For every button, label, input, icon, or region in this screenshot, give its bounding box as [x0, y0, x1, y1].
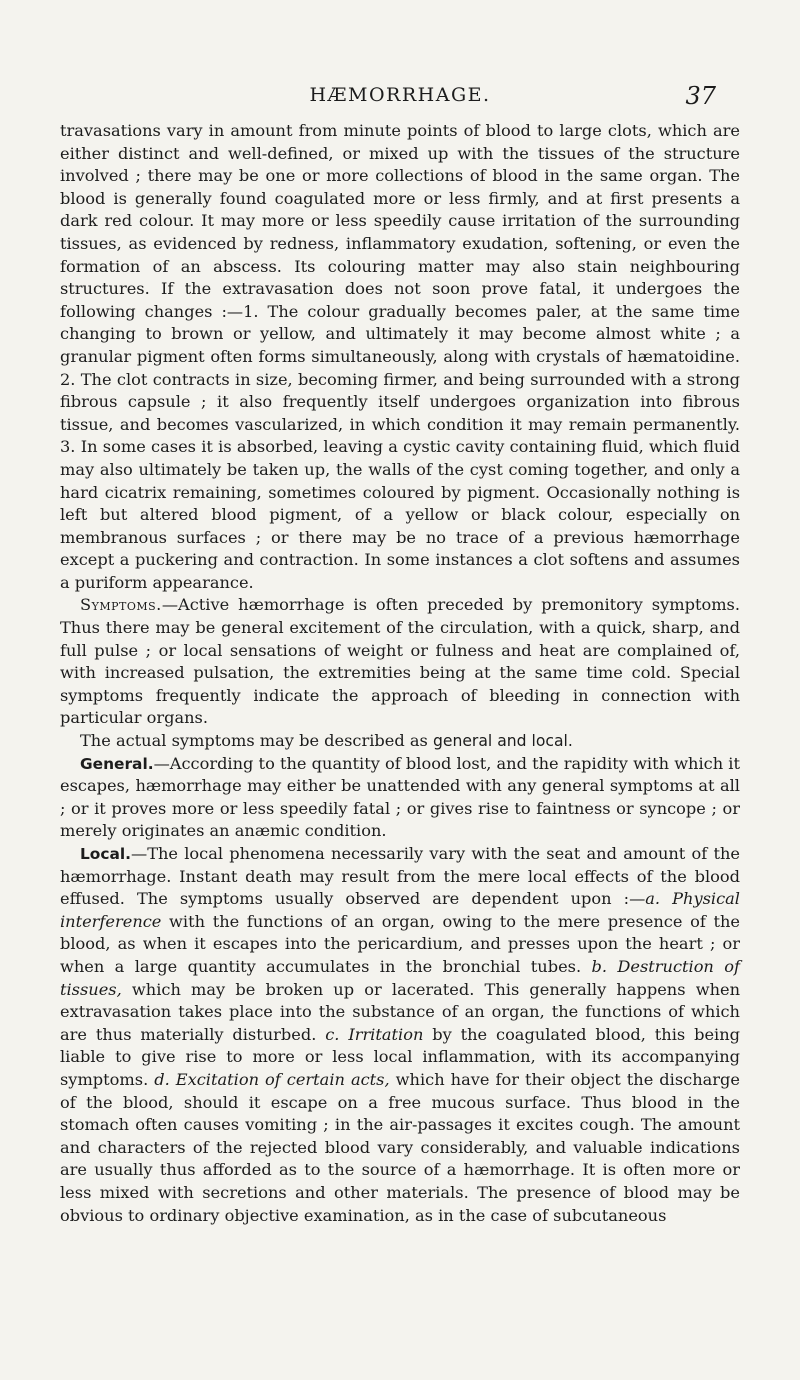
- paragraph-local: [60, 843, 740, 1227]
- body-text: [60, 120, 740, 1227]
- actual-local-term: local.: [531, 732, 573, 751]
- paragraph-extravasations: travasations vary in amount from minute points of blood to large clots, which are either distinct and well-defined, or mixed up with the tissues of the structure involved ; there may be one or more collections of blood in the same organ. The blood is generally found coagulated more or less firmly, and at first presents a dark red colour. It may more or less speedily cause irritation of the surrounding tissues, as evidenced by redness, inflammatory exudation, softening, or even the formation of an abscess. Its colouring matter may also stain neighbouring structures. If the extravasation does not soon prove fatal, it undergoes the following changes :—1. The colour gradually becomes paler, at the same time changing to brown or yellow, and ultimately it may become almost white ; a granular pigment often forms simultaneously, along with crystals of hæmatoidine. 2. The clot contracts in size, becoming firmer, and being surrounded with a strong fibrous capsule ; it also frequently itself undergoes organization into fibrous tissue, and becomes vascularized, in which condition it may remain permanently. 3. In some cases it is absorbed, leaving a cystic cavity containing fluid, which fluid may also ultimately be taken up, the walls of the cyst coming together, and only a hard cicatrix remaining, sometimes coloured by pigment. Occasionally nothing is left but altered blood pigment, of a yellow or black colour, especially on membranous surfaces ; or there may be no trace of a previous hæmorrhage except a puckering and contraction. In some instances a clot softens and assumes a puriform appearance.: [60, 121, 740, 592]
- local-item-a: a. Physical interference: [60, 889, 740, 931]
- paragraph-actual-symptoms: [60, 730, 740, 753]
- local-text-5: which have for their object the discharge of the blood, should it escape on a free mucous surface. Thus blood in the stomach often causes vomiting ; in the air-passages it excites cough. The amount and characters of the rejected blood vary considerably, and valuable indications are usually thus afforded as to the source of a hæmorrhage. It is often more or less mixed with secretions and other materials. The presence of blood may be obvious to ordinary objective examination, as in the case of subcutaneous: [60, 1069, 740, 1225]
- general-text: —According to the quantity of blood lost, and the rapidity with which it escapes, hæmorrhage may either be unattended with any general symptoms at all ; or it proves more or less speedily fatal ; or gives rise to faintness or syncope ; or merely originates an anæmic condition.: [60, 753, 740, 841]
- local-heading: Local.: [80, 845, 132, 863]
- running-title: HÆMORRHAGE.: [309, 84, 491, 106]
- local-text-2: with the functions of an organ, owing to the mere presence of the blood, as when it escapes into the pericardium, and presses upon the heart ; or when a large quantity accumulates in the bronchial tubes.: [60, 911, 740, 976]
- actual-symptoms-text: The actual symptoms may be described as: [80, 731, 433, 751]
- symptoms-text: —Active hæmorrhage is often preceded by premonitory symptoms. Thus there may be general excitement of the circulation, with a quick, sharp, and full pulse ; or local sensations of weight or fulness and heat are complained of, with increased pulsation, the extremities being at the same time cold. Special symptoms frequently indicate the approach of bleeding in connection with particular organs.: [60, 595, 740, 728]
- local-item-b: b. Destruction of tissues,: [60, 956, 740, 999]
- page-number: 37: [685, 82, 716, 110]
- local-item-d: d. Excitation of certain acts,: [154, 1069, 390, 1089]
- general-heading: General.: [80, 754, 154, 773]
- actual-general-term: general: [432, 732, 493, 751]
- local-text-4: by the coagulated blood, this being liable to give rise to more or less local inflammation, with its accompanying symptoms.: [60, 1024, 740, 1089]
- paragraph-symptoms: [60, 594, 740, 730]
- actual-and: and: [492, 732, 532, 751]
- local-text-3: which may be broken up or lacerated. This generally happens when extravasation takes place into the substance of an organ, the functions of which are thus materially disturbed.: [60, 979, 740, 1044]
- local-item-c: c. Irritation: [325, 1024, 424, 1044]
- running-head: [0, 84, 800, 114]
- paragraph-general: [60, 753, 740, 843]
- local-text-1: —The local phenomena necessarily vary with the seat and amount of the hæmorrhage. Instant death may result from the mere local effects of the blood effused. The symptoms usually observed are dependent upon :—: [60, 844, 740, 909]
- symptoms-heading: Symptoms.: [80, 595, 162, 615]
